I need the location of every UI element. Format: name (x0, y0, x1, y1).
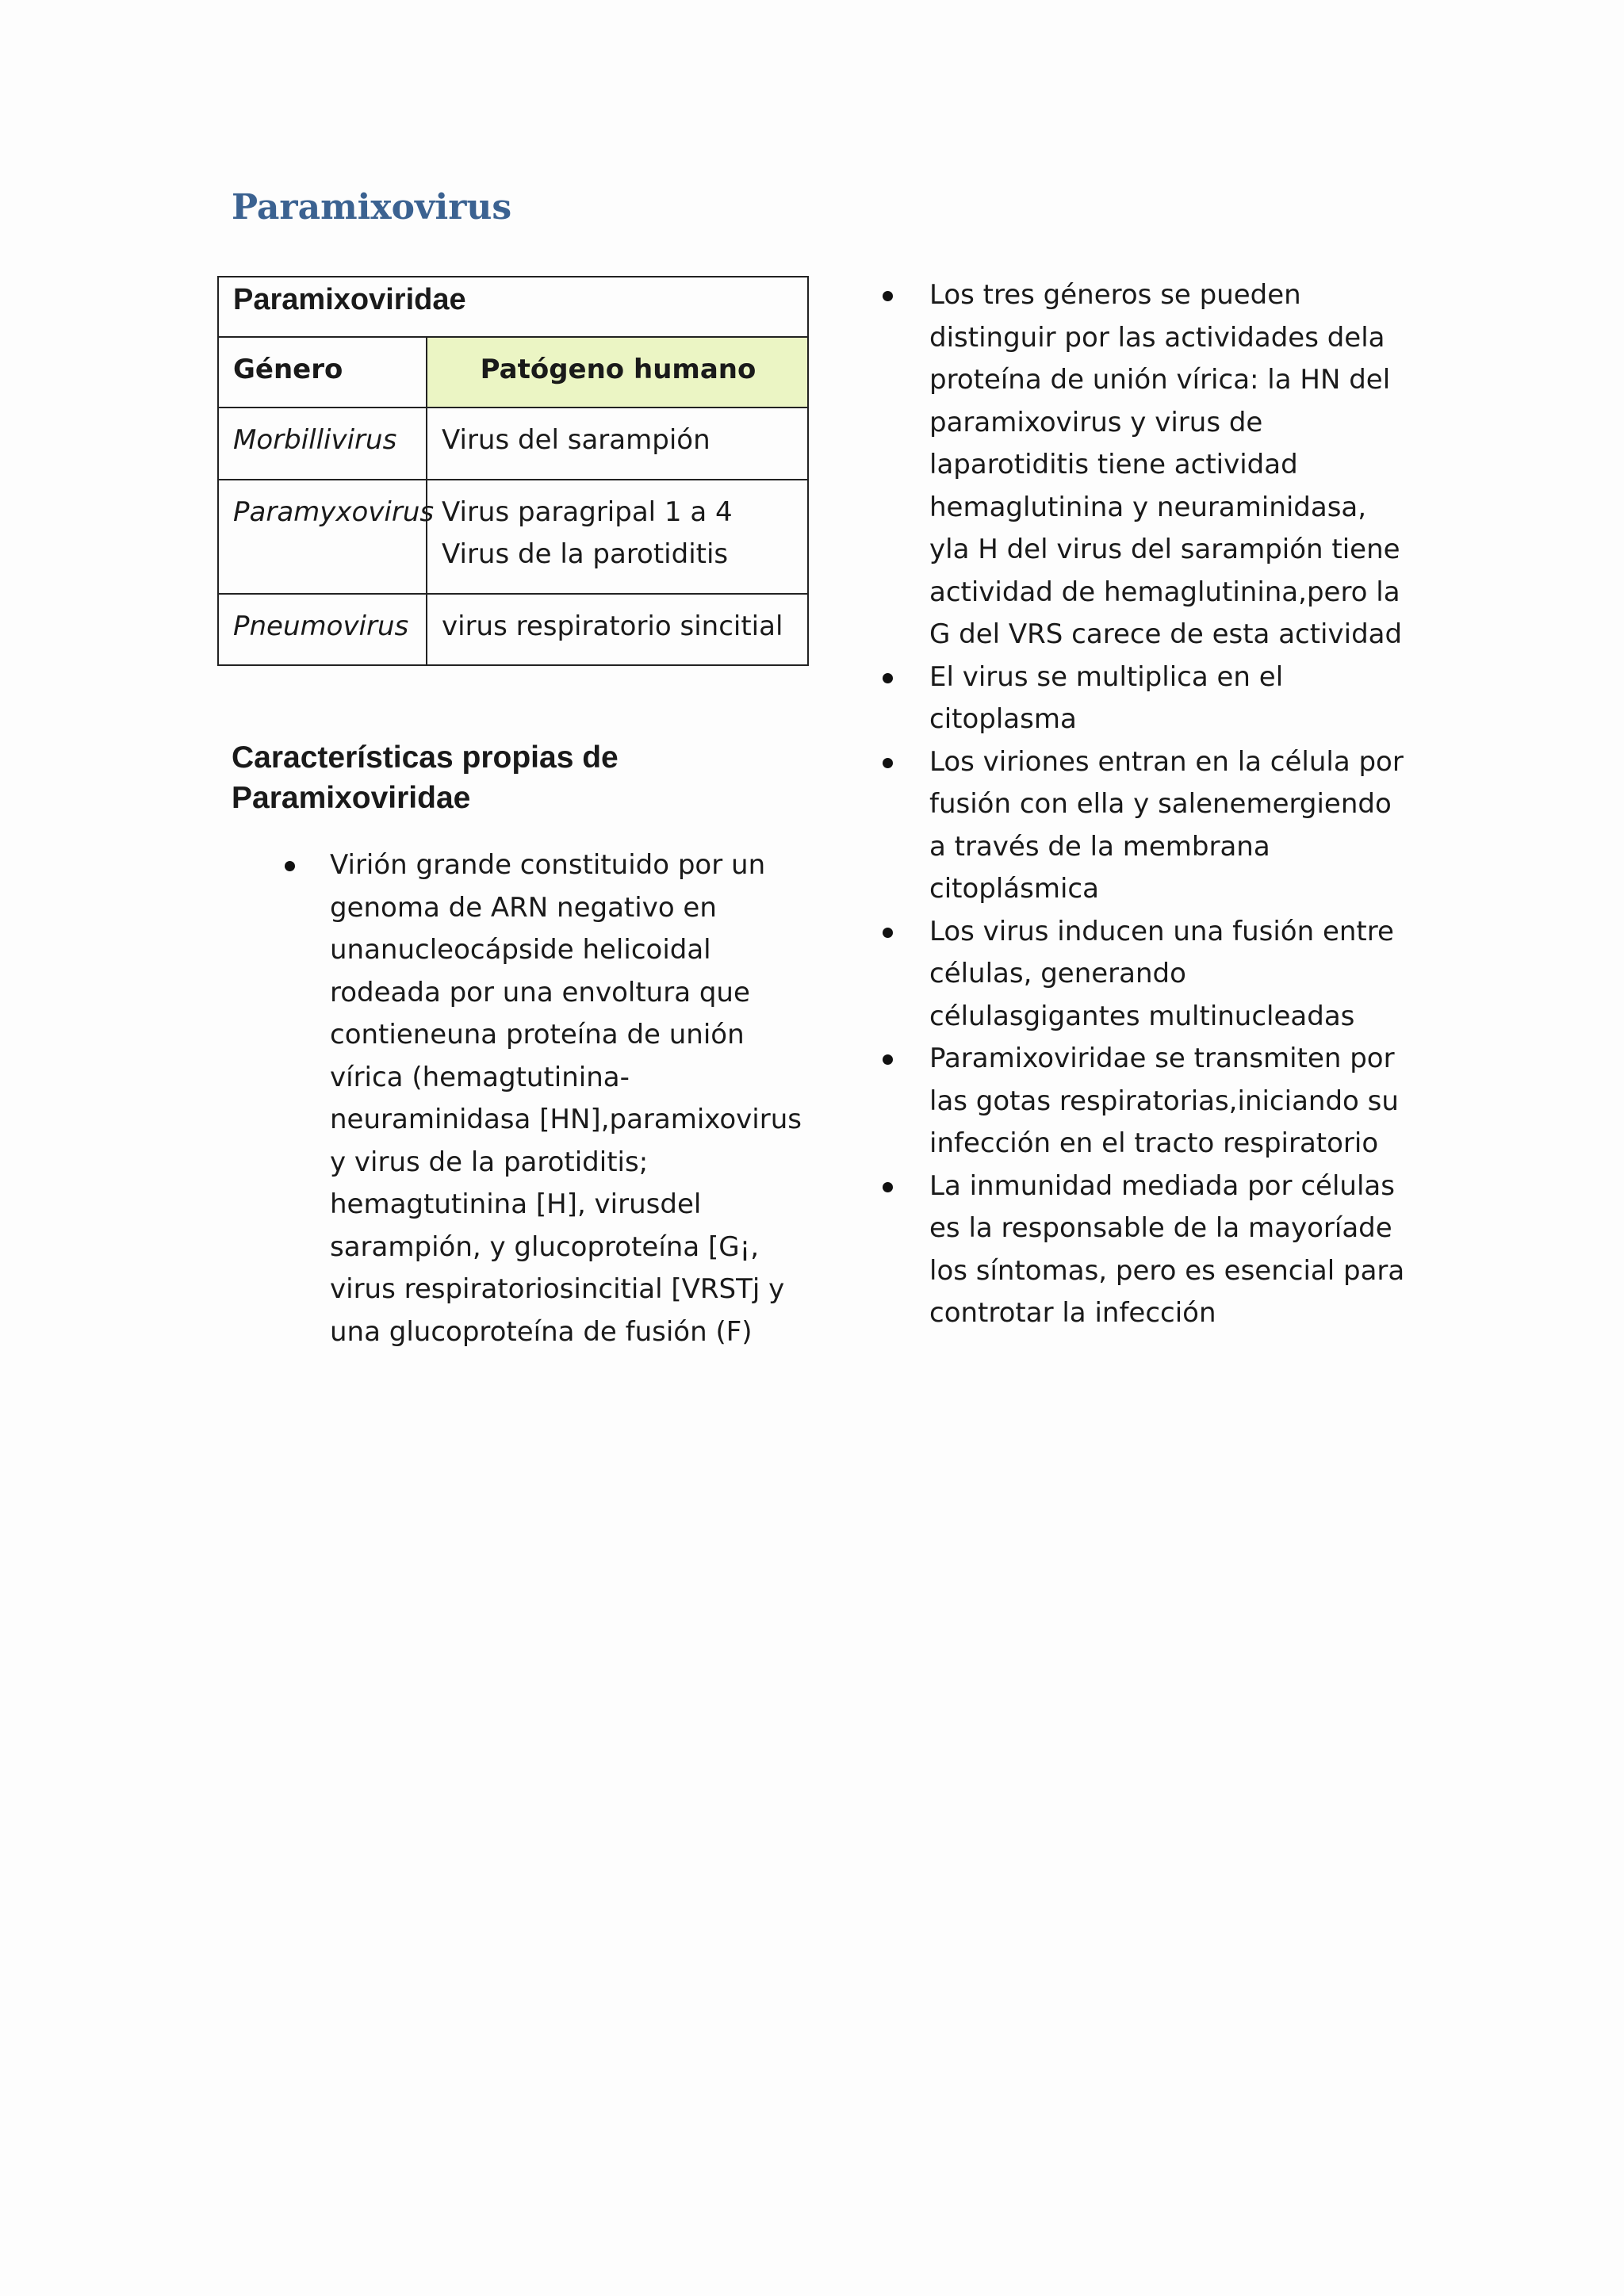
bullet-icon (883, 1054, 893, 1065)
column-header-patogeno: Patógeno humano (427, 337, 808, 408)
list-item (929, 911, 1405, 1039)
list-item-text: Los virus inducen una fusión entre células, generando célulasgigantes multinucleadas (929, 915, 1394, 1032)
table-row (218, 480, 808, 594)
list-item-text: Los viriones entran en la célula por fusión con ella y salenemergiendo a través de la membrana citoplásmica (929, 745, 1404, 905)
table-family-row (218, 277, 808, 337)
list-item (929, 1165, 1405, 1335)
list-item (929, 274, 1405, 656)
pathogen-cell: Virus del sarampión (427, 408, 808, 480)
table-row (218, 594, 808, 665)
list-item (330, 844, 806, 1353)
list-item-text: El virus se multiplica en el citoplasma (929, 660, 1284, 735)
table-row (218, 408, 808, 480)
table-header-row (218, 337, 808, 408)
bullet-icon (883, 758, 893, 768)
list-item-text: Paramixoviridae se transmiten por las gotas respiratorias,iniciando su infección en el tracto respiratorio (929, 1043, 1399, 1159)
bullet-icon (285, 861, 295, 871)
pathogen-cell: Virus paragripal 1 a 4 Virus de la parotiditis (427, 480, 808, 594)
bullet-icon (883, 928, 893, 938)
list-item (929, 741, 1405, 911)
table-family-title: Paramixoviridae (218, 277, 808, 337)
bullet-icon (883, 673, 893, 683)
list-item-text: Los tres géneros se pueden distinguir por las actividades dela proteína de unión vírica: la HN del paramixovirus y virus de laparotiditis tiene actividad hemaglutinina y neuraminidasa, yla H del virus del sarampión tiene actividad de hemaglutinina,pero la G del VRS carece de esta actividad (929, 279, 1403, 650)
genus-table (217, 276, 809, 666)
genus-cell: Pneumovirus (218, 594, 427, 665)
bullet-icon (883, 291, 893, 301)
list-item (929, 1038, 1405, 1165)
genus-cell: Morbillivirus (218, 408, 427, 480)
properties-list (929, 274, 1405, 1335)
bullet-icon (883, 1182, 893, 1192)
characteristics-heading: Características propias de Paramixoviridae (232, 740, 619, 815)
column-header-genero: Género (218, 337, 427, 408)
list-item (929, 656, 1405, 741)
genus-cell: Paramyxovirus (218, 480, 427, 594)
pathogen-cell: virus respiratorio sincitial (427, 594, 808, 665)
list-item-text: La inmunidad mediada por células es la responsable de la mayoríade los síntomas, pero es esencial para controtar la infección (929, 1169, 1405, 1329)
characteristics-list (330, 844, 806, 1353)
list-item-text: Virión grande constituido por un genoma de ARN negativo en unanucleocápside helicoidal rodeada por una envoltura que contieneuna proteína de unión vírica (hemagtutinina-neuraminidasa [HN],paramixovirus y virus de la parotiditis; hemagtutinina [H], virusdel sarampión, y glucoproteína [G¡, virus respiratoriosincitial [VRSTj y una glucoproteína de fusión (F) (330, 849, 802, 1348)
page-title: Paramixovirus (232, 187, 512, 228)
